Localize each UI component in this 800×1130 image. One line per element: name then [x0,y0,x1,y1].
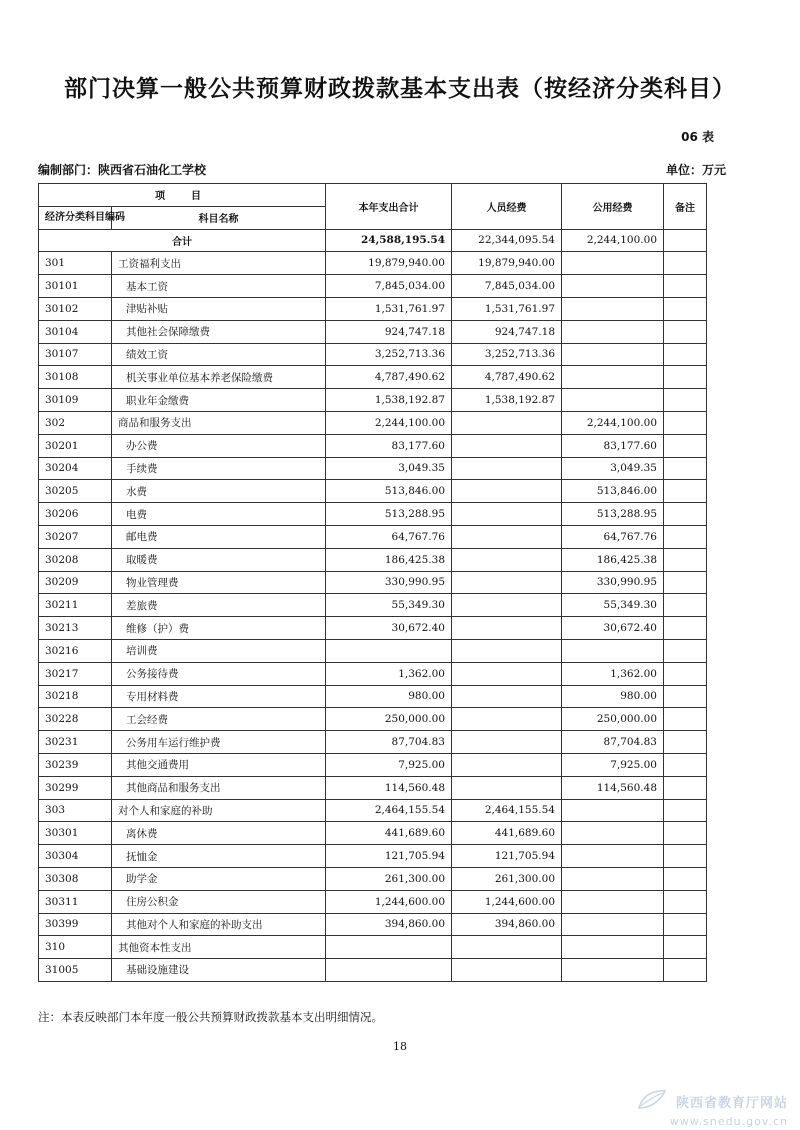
row-total: 121,705.94 [326,845,452,868]
header-public: 公用经费 [562,184,664,230]
row-name: 住房公积金 [112,890,326,913]
row-personnel [452,503,562,526]
row-total: 980.00 [326,685,452,708]
row-total [326,936,452,959]
row-total: 1,244,600.00 [326,890,452,913]
footnote: 注：本表反映部门本年度一般公共预算财政拨款基本支出明细情况。 [38,1010,383,1024]
row-code: 301 [39,252,112,275]
row-public [562,343,664,366]
row-code: 30102 [39,297,112,320]
row-code: 310 [39,936,112,959]
row-remark [664,822,707,845]
table-row [39,389,707,412]
row-total: 186,425.38 [326,548,452,571]
row-personnel: 394,860.00 [452,913,562,936]
row-code: 30207 [39,525,112,548]
row-remark [664,662,707,685]
row-code: 30216 [39,639,112,662]
table-row [39,685,707,708]
row-public [562,913,664,936]
row-code: 30399 [39,913,112,936]
table-row [39,822,707,845]
row-remark [664,936,707,959]
row-personnel [452,548,562,571]
row-code: 30109 [39,389,112,412]
row-total [326,959,452,982]
row-code: 30228 [39,708,112,731]
row-total: 64,767.76 [326,525,452,548]
table-row [39,867,707,890]
total-label: 合计 [39,229,326,252]
header-total: 本年支出合计 [326,184,452,230]
row-public: 3,049.35 [562,457,664,480]
row-public: 30,672.40 [562,617,664,640]
page-title: 部门决算一般公共预算财政拨款基本支出表（按经济分类科目） [64,76,736,102]
row-public: 64,767.76 [562,525,664,548]
row-code: 30308 [39,867,112,890]
row-remark [664,503,707,526]
row-remark [664,708,707,731]
row-code: 30311 [39,890,112,913]
row-code: 30239 [39,753,112,776]
table-row [39,457,707,480]
row-remark [664,913,707,936]
row-remark [664,457,707,480]
row-code: 30213 [39,617,112,640]
row-name: 水费 [112,480,326,503]
row-personnel: 1,244,600.00 [452,890,562,913]
row-public: 114,560.48 [562,776,664,799]
watermark-url: www.snedu.gov.cn [669,1115,788,1128]
form-number: 06 表 [681,130,714,144]
row-total: 924,747.18 [326,320,452,343]
row-code: 30209 [39,571,112,594]
row-total: 114,560.48 [326,776,452,799]
row-code: 30104 [39,320,112,343]
row-name: 工会经费 [112,708,326,731]
table-row [39,639,707,662]
row-personnel [452,708,562,731]
watermark [637,1088,788,1128]
row-remark [664,389,707,412]
row-remark [664,731,707,754]
row-name: 津贴补贴 [112,297,326,320]
table-row [39,594,707,617]
row-public [562,845,664,868]
row-remark [664,297,707,320]
row-name: 其他社会保障缴费 [112,320,326,343]
table-row [39,845,707,868]
row-public [562,867,664,890]
row-total: 261,300.00 [326,867,452,890]
row-code: 30108 [39,366,112,389]
row-name: 其他商品和服务支出 [112,776,326,799]
row-name: 绩效工资 [112,343,326,366]
watermark-site-name: 陕西省教育厅网站 [675,1095,788,1111]
row-name: 培训费 [112,639,326,662]
row-public: 330,990.95 [562,571,664,594]
table-row [39,936,707,959]
table-row [39,548,707,571]
row-name: 基本工资 [112,275,326,298]
row-total: 3,049.35 [326,457,452,480]
row-personnel [452,959,562,982]
page-number: 18 [393,1040,407,1053]
row-total: 30,672.40 [326,617,452,640]
row-remark [664,343,707,366]
row-name: 基础设施建设 [112,959,326,982]
row-name: 取暖费 [112,548,326,571]
row-code: 30204 [39,457,112,480]
row-personnel [452,617,562,640]
table-row [39,411,707,434]
row-code: 30217 [39,662,112,685]
row-name: 职业年金缴费 [112,389,326,412]
row-remark [664,548,707,571]
header-personnel: 人员经费 [452,184,562,230]
row-public: 87,704.83 [562,731,664,754]
row-public: 7,925.00 [562,753,664,776]
row-remark [664,639,707,662]
row-public [562,320,664,343]
table-row [39,662,707,685]
row-personnel [452,776,562,799]
row-name: 电费 [112,503,326,526]
row-public [562,639,664,662]
row-remark [664,571,707,594]
row-name: 抚恤金 [112,845,326,868]
row-code: 30101 [39,275,112,298]
table-row [39,480,707,503]
row-total: 4,787,490.62 [326,366,452,389]
total-personnel: 22,344,095.54 [452,229,562,252]
row-name: 邮电费 [112,525,326,548]
row-personnel [452,480,562,503]
row-name: 物业管理费 [112,571,326,594]
row-remark [664,959,707,982]
row-public [562,822,664,845]
row-name: 手续费 [112,457,326,480]
row-total: 83,177.60 [326,434,452,457]
total-remark [664,229,707,252]
row-name: 机关事业单位基本养老保险缴费 [112,366,326,389]
row-name: 工资福利支出 [112,252,326,275]
unit-label: 单位：万元 [665,163,726,177]
row-code: 31005 [39,959,112,982]
row-name: 助学金 [112,867,326,890]
row-personnel: 441,689.60 [452,822,562,845]
row-code: 30299 [39,776,112,799]
row-total: 19,879,940.00 [326,252,452,275]
row-code: 303 [39,799,112,822]
compiling-department: 编制部门：陕西省石油化工学校 [38,163,207,177]
table-row [39,959,707,982]
row-personnel: 121,705.94 [452,845,562,868]
row-public [562,959,664,982]
row-code: 30301 [39,822,112,845]
row-remark [664,890,707,913]
row-name: 对个人和家庭的补助 [112,799,326,822]
row-name: 差旅费 [112,594,326,617]
row-remark [664,867,707,890]
row-total: 55,349.30 [326,594,452,617]
row-code: 30304 [39,845,112,868]
table-row [39,297,707,320]
row-personnel: 4,787,490.62 [452,366,562,389]
row-remark [664,366,707,389]
row-personnel: 3,252,713.36 [452,343,562,366]
row-total: 513,846.00 [326,480,452,503]
total-amount: 24,588,195.54 [326,229,452,252]
row-remark [664,411,707,434]
row-personnel: 924,747.18 [452,320,562,343]
row-personnel: 19,879,940.00 [452,252,562,275]
table-row [39,776,707,799]
row-name: 公务用车运行维护费 [112,731,326,754]
row-public: 513,846.00 [562,480,664,503]
row-public [562,389,664,412]
row-total: 250,000.00 [326,708,452,731]
table-row [39,890,707,913]
row-total: 7,845,034.00 [326,275,452,298]
row-remark [664,252,707,275]
row-total: 330,990.95 [326,571,452,594]
row-total: 1,531,761.97 [326,297,452,320]
row-personnel [452,731,562,754]
table-row [39,366,707,389]
table-row [39,913,707,936]
row-remark [664,845,707,868]
row-code: 30208 [39,548,112,571]
row-public: 2,244,100.00 [562,411,664,434]
table-row [39,753,707,776]
row-personnel [452,571,562,594]
row-personnel [452,411,562,434]
row-remark [664,434,707,457]
row-personnel [452,457,562,480]
row-total: 513,288.95 [326,503,452,526]
table-row [39,571,707,594]
table-row [39,252,707,275]
row-personnel [452,525,562,548]
row-total: 3,252,713.36 [326,343,452,366]
row-personnel [452,936,562,959]
row-public: 55,349.30 [562,594,664,617]
row-remark [664,776,707,799]
row-public [562,297,664,320]
row-personnel [452,639,562,662]
row-total: 2,464,155.54 [326,799,452,822]
row-remark [664,525,707,548]
table-row [39,708,707,731]
row-total: 1,538,192.87 [326,389,452,412]
row-code: 30218 [39,685,112,708]
row-public [562,799,664,822]
total-public: 2,244,100.00 [562,229,664,252]
row-total: 2,244,100.00 [326,411,452,434]
row-total [326,639,452,662]
row-name: 其他对个人和家庭的补助支出 [112,913,326,936]
row-personnel [452,662,562,685]
row-code: 30107 [39,343,112,366]
row-public [562,252,664,275]
row-total: 1,362.00 [326,662,452,685]
row-public: 83,177.60 [562,434,664,457]
leaf-logo-icon [637,1088,667,1114]
table-row [39,434,707,457]
header-name: 科目名称 [112,206,326,229]
table-row [39,525,707,548]
row-remark [664,799,707,822]
row-public: 1,362.00 [562,662,664,685]
row-code: 30205 [39,480,112,503]
table-row [39,503,707,526]
row-personnel: 1,538,192.87 [452,389,562,412]
row-remark [664,594,707,617]
header-project: 项 目 [39,184,326,207]
row-code: 30231 [39,731,112,754]
row-code: 30206 [39,503,112,526]
table-row [39,617,707,640]
row-name: 专用材料费 [112,685,326,708]
expenditure-table [38,183,707,982]
row-personnel [452,594,562,617]
row-remark [664,480,707,503]
table-row [39,320,707,343]
row-name: 公务接待费 [112,662,326,685]
header-code: 经济分类科目编码 [39,206,112,229]
row-remark [664,753,707,776]
row-name: 其他交通费用 [112,753,326,776]
row-public: 513,288.95 [562,503,664,526]
row-remark [664,275,707,298]
row-code: 30211 [39,594,112,617]
row-public: 980.00 [562,685,664,708]
row-total: 7,925.00 [326,753,452,776]
row-total: 87,704.83 [326,731,452,754]
row-public [562,890,664,913]
table-row [39,275,707,298]
row-personnel: 7,845,034.00 [452,275,562,298]
row-personnel: 2,464,155.54 [452,799,562,822]
header-remark: 备注 [664,184,707,230]
row-personnel: 1,531,761.97 [452,297,562,320]
row-public: 250,000.00 [562,708,664,731]
row-remark [664,685,707,708]
row-remark [664,320,707,343]
row-code: 302 [39,411,112,434]
row-code: 30201 [39,434,112,457]
row-personnel [452,753,562,776]
row-name: 办公费 [112,434,326,457]
row-personnel: 261,300.00 [452,867,562,890]
table-row [39,343,707,366]
row-name: 商品和服务支出 [112,411,326,434]
row-name: 其他资本性支出 [112,936,326,959]
row-name: 维修（护）费 [112,617,326,640]
row-remark [664,617,707,640]
row-public: 186,425.38 [562,548,664,571]
total-row [39,229,707,252]
row-name: 离休费 [112,822,326,845]
row-public [562,936,664,959]
row-public [562,275,664,298]
row-personnel [452,685,562,708]
row-total: 441,689.60 [326,822,452,845]
table-row [39,731,707,754]
row-total: 394,860.00 [326,913,452,936]
row-personnel [452,434,562,457]
row-public [562,366,664,389]
table-row [39,799,707,822]
